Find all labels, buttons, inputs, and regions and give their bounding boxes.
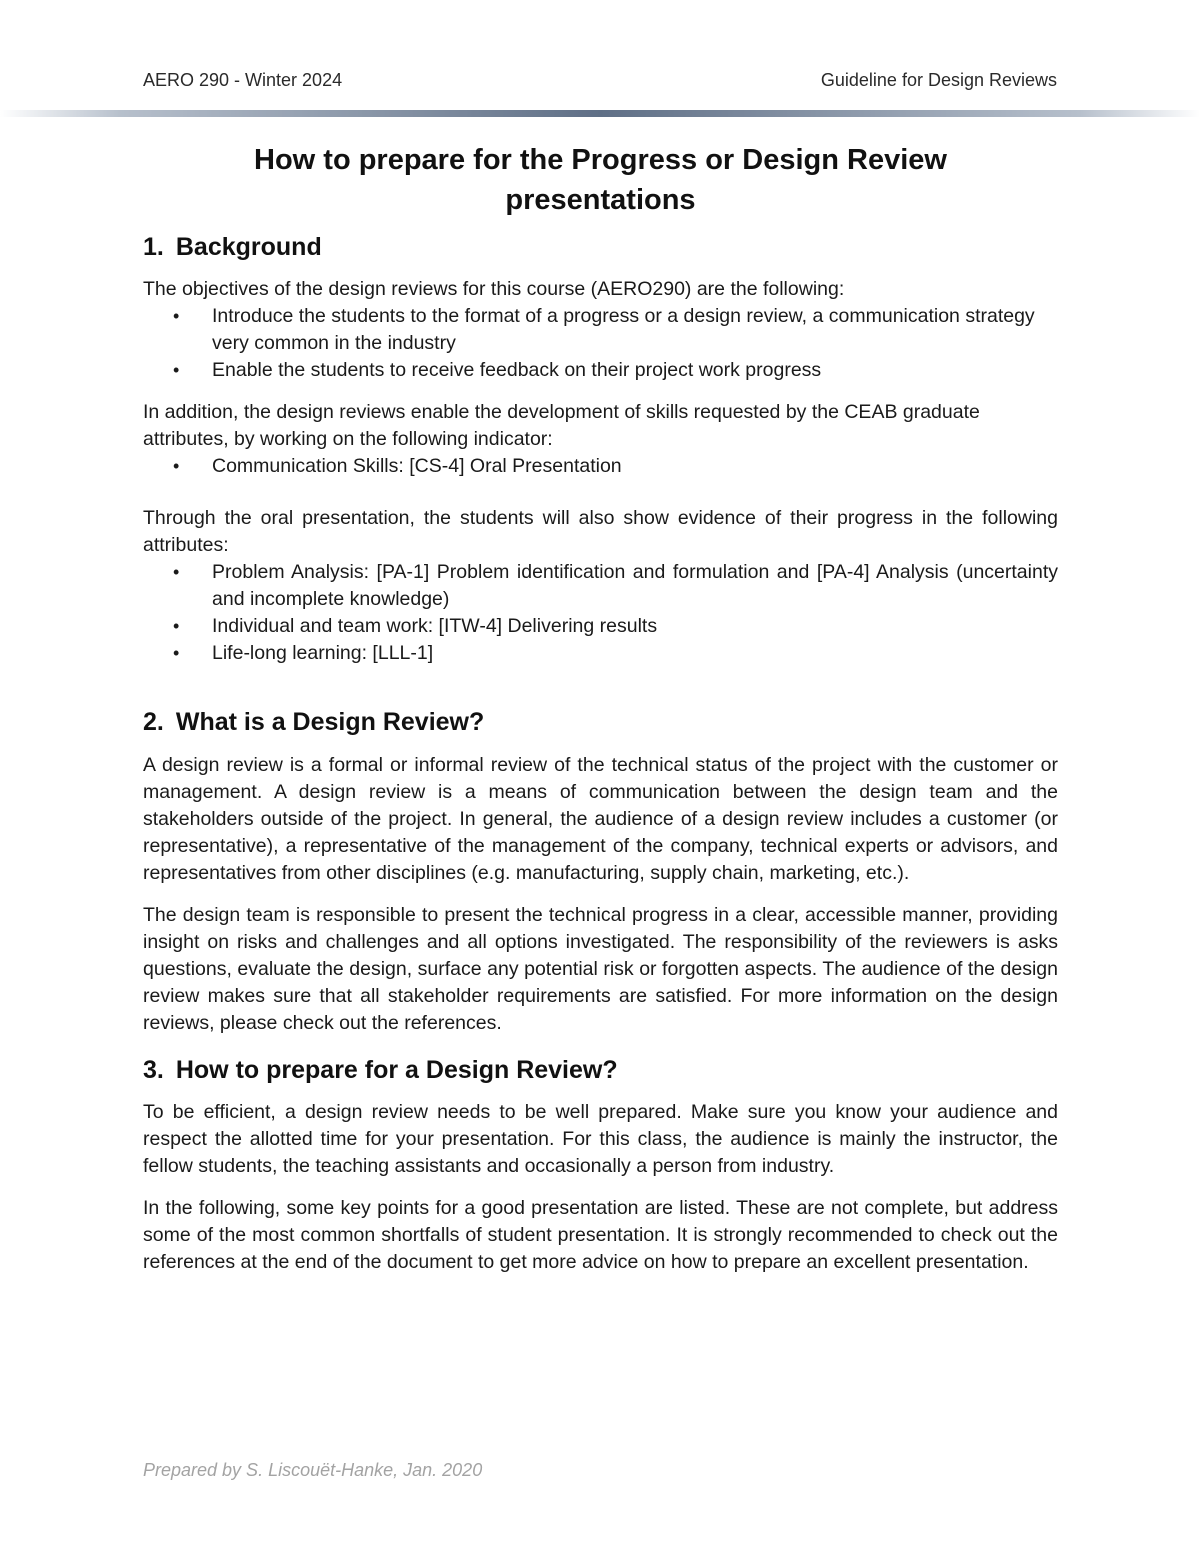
page-header xyxy=(143,70,1057,91)
section-1-number: 1. xyxy=(143,233,164,261)
title-line-1: How to prepare for the Progress or Design Review xyxy=(254,144,947,176)
document-title xyxy=(143,140,1058,220)
section-3-heading xyxy=(143,1055,1058,1085)
header-course: AERO 290 - Winter 2024 xyxy=(143,70,343,90)
section-1-heading xyxy=(143,232,1058,262)
document-body xyxy=(143,140,1058,1276)
header-doc-title: Guideline for Design Reviews xyxy=(820,70,1057,90)
list-item: • Problem Analysis: [PA-1] Problem identification and formulation and [PA-4] Analysis (uncertainty and incomplete knowledge) xyxy=(143,559,1058,613)
key-points-paragraph: In the following, some key points for a good presentation are listed. These are not complete, but address some of the most common shortfalls of student presentation. It is strongly recommended to check out the references at the end of the document to get more advice on how to prepare an excellent presentation. xyxy=(143,1197,1058,1273)
objectives-intro: The objectives of the design reviews for this course (AERO290) are the following: xyxy=(143,278,845,300)
design-team-responsibility: The design team is responsible to present the technical progress in a clear, accessible manner, providing insight on risks and challenges and all options investigated. The responsibility of the reviewers is asks questions, evaluate the design, surface any potential risk or forgotten aspects. The audience of the design review makes sure that all stakeholder requirements are satisfied. For more information on the design reviews, please check out the references. xyxy=(143,904,1058,1034)
design-review-definition: A design review is a formal or informal review of the technical status of the project with the customer or management. A design review is a means of communication between the design team and the stakeholders outside of the project. In general, the audience of a design review includes a customer (or representative), a representative of the management of the company, technical experts or advisors, and representatives from other disciplines (e.g. manufacturing, supply chain, marketing, etc.). xyxy=(143,754,1058,884)
ceab-paragraph: In addition, the design reviews enable the development of skills requested by the CEAB graduate attributes, by working on the following indicator: xyxy=(143,401,980,450)
section-3-title: How to prepare for a Design Review? xyxy=(175,1056,618,1084)
section-2-heading xyxy=(143,707,1058,737)
list-item: • Enable the students to receive feedback on their project work progress xyxy=(143,357,1058,384)
preparation-paragraph: To be efficient, a design review needs to be well prepared. Make sure you know your audience and respect the allotted time for your presentation. For this class, the audience is mainly the instructor, the fellow students, the teaching assistants and occasionally a person from industry. xyxy=(143,1101,1058,1177)
attributes-list xyxy=(143,559,1058,667)
section-3-number: 3. xyxy=(143,1056,164,1084)
section-1-title: Background xyxy=(175,233,322,261)
section-2-title: What is a Design Review? xyxy=(175,708,485,736)
list-item: • Life-long learning: [LLL-1] xyxy=(143,640,1058,667)
header-divider xyxy=(0,110,1200,117)
list-item: • Introduce the students to the format of a progress or a design review, a communication strategy very common in the industry xyxy=(143,303,1058,357)
attributes-intro: Through the oral presentation, the students will also show evidence of their progress in the following attributes: xyxy=(143,507,1058,556)
list-item: • Communication Skills: [CS-4] Oral Presentation xyxy=(143,453,1058,480)
title-line-2: presentations xyxy=(505,184,696,216)
list-item: • Individual and team work: [ITW-4] Delivering results xyxy=(143,613,1058,640)
objectives-list xyxy=(143,303,1058,384)
page-footer: Prepared by S. Liscouët-Hanke, Jan. 2020 xyxy=(143,1460,483,1480)
indicator-list xyxy=(143,453,1058,480)
section-2-number: 2. xyxy=(143,708,164,736)
